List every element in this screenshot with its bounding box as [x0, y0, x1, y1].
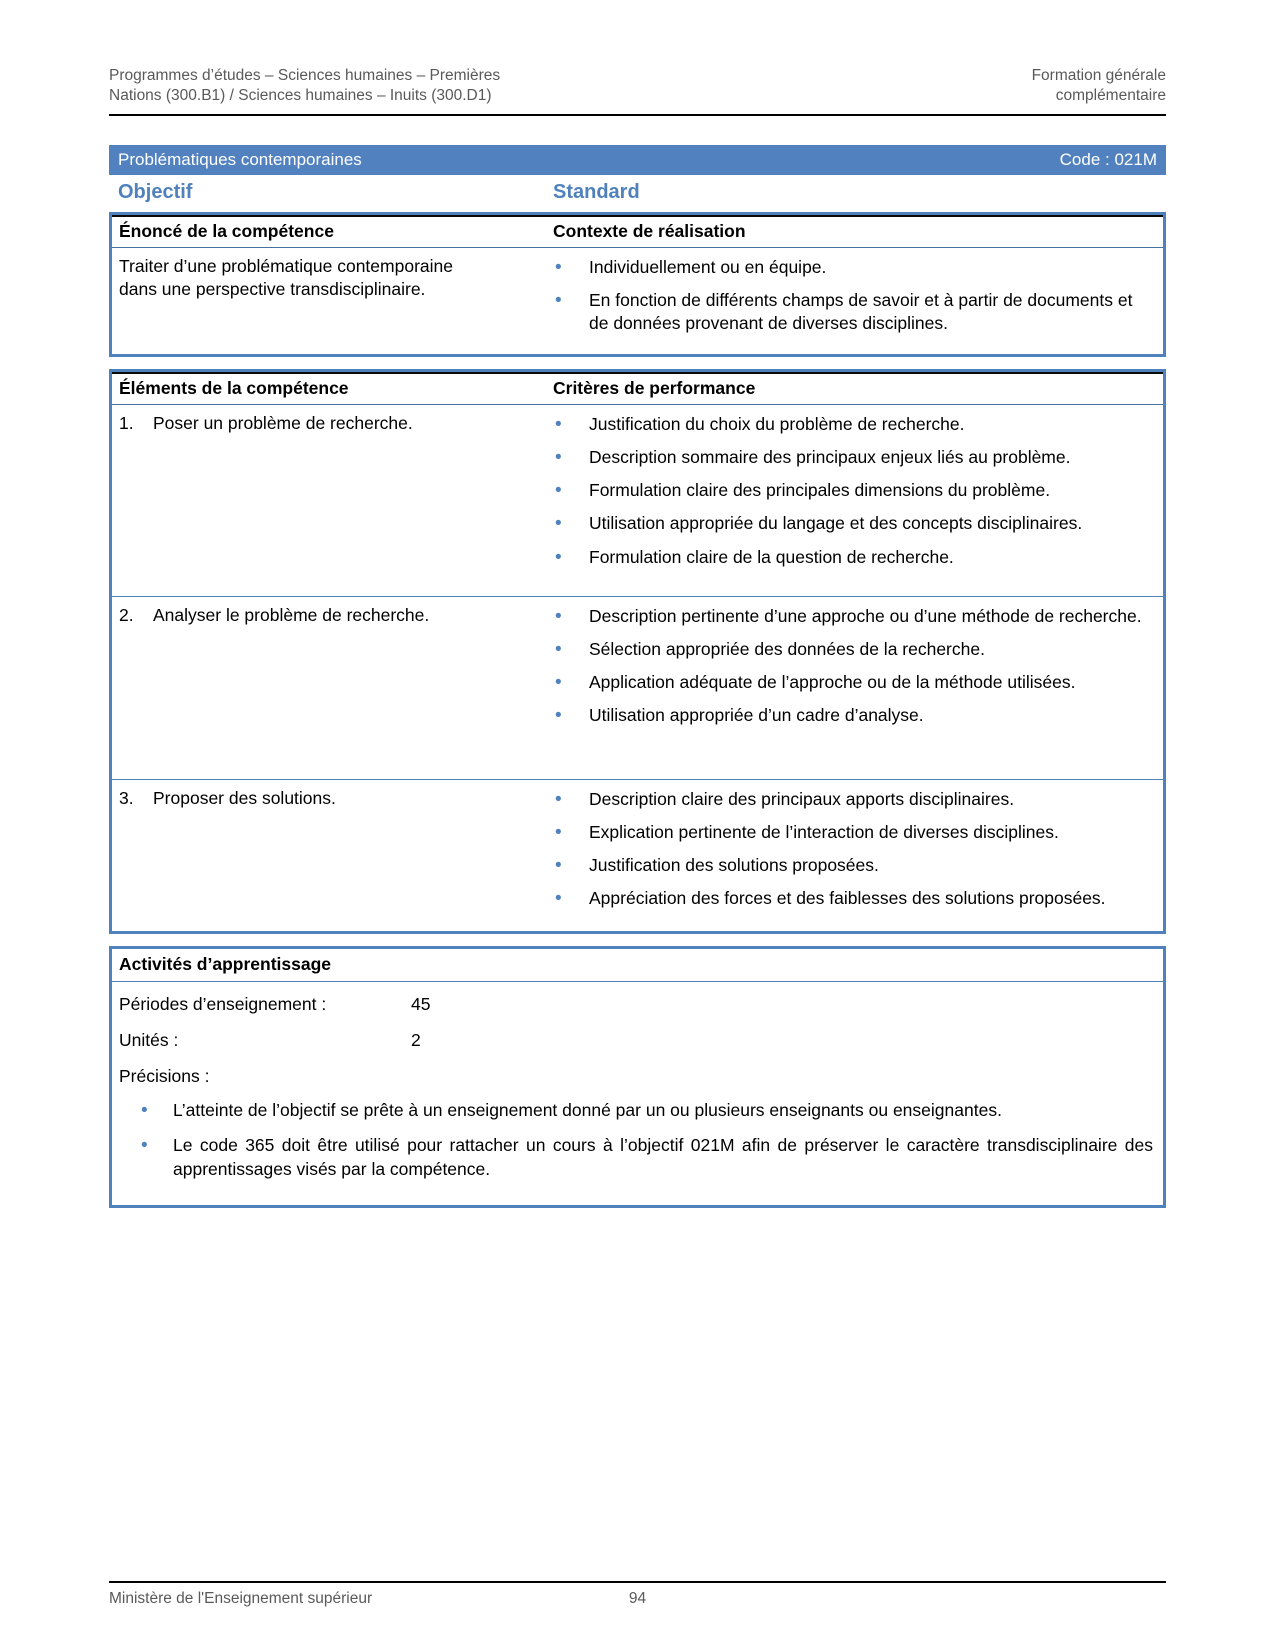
- element-label: Poser un problème de recherche.: [153, 413, 413, 434]
- criteria-bullet-list: [553, 413, 1153, 568]
- criteria-bullet: • Description pertinente d’une approche ou d’une méthode de recherche.: [553, 605, 1153, 628]
- competence-table-body: [112, 248, 1163, 354]
- activities-header: Activités d’apprentissage: [112, 949, 1163, 982]
- precisions-label: Précisions :: [119, 1066, 210, 1087]
- competence-table-header: [112, 215, 1163, 248]
- heading-objectif: Objectif: [118, 180, 193, 203]
- field-value: 2: [411, 1030, 421, 1051]
- criteria-bullet-list: [553, 788, 1153, 910]
- field-unites: [112, 1030, 1163, 1051]
- elements-table: [109, 369, 1166, 934]
- table-row: [112, 779, 1163, 931]
- criteria-bullet: • Utilisation appropriée d’un cadre d’analyse.: [553, 704, 1153, 727]
- heading-standard: Standard: [553, 180, 640, 203]
- context-bullet: • En fonction de différents champs de savoir et à partir de documents et de données provenant de diverses disciplines.: [553, 289, 1153, 335]
- table-row: [112, 405, 1163, 596]
- field-label: Périodes d’enseignement :: [119, 994, 327, 1015]
- precision-bullet: • L’atteinte de l’objectif se prête à un enseignement donné par un ou plusieurs enseignants ou enseignantes.: [139, 1099, 1153, 1122]
- page-number: 94: [628, 1590, 647, 1607]
- header-right-line1: Formation générale: [1031, 67, 1166, 84]
- competence-table: [109, 212, 1166, 357]
- competence-header-right: Contexte de réalisation: [553, 220, 746, 241]
- criteria-bullet: • Justification du choix du problème de recherche.: [553, 413, 1153, 436]
- elements-header-right: Critères de performance: [553, 378, 756, 399]
- table-row: [112, 596, 1163, 779]
- course-code: Code : 021M: [1059, 149, 1157, 169]
- header-left-line1: Programmes d’études – Sciences humaines – Premières: [109, 67, 501, 84]
- running-header: [109, 0, 1166, 107]
- footer-ministry: Ministère de l'Enseignement supérieur: [109, 1590, 373, 1607]
- field-value: 45: [411, 994, 431, 1015]
- header-right: [1032, 66, 1166, 107]
- activities-body: [112, 982, 1163, 1205]
- criteria-bullet: • Description claire des principaux apports disciplinaires.: [553, 788, 1153, 811]
- section-headings: [109, 175, 1166, 212]
- element-label: Proposer des solutions.: [153, 788, 336, 809]
- title-bar: [109, 145, 1166, 175]
- row-number: 3.: [119, 788, 134, 809]
- competence-statement: Traiter d’une problématique contemporaine dans une perspective transdisciplinaire.: [119, 255, 453, 300]
- competence-header-left: Énoncé de la compétence: [119, 220, 334, 241]
- document-page: [109, 0, 1166, 1208]
- activities-box: [109, 946, 1166, 1208]
- criteria-bullet: • Formulation claire de la question de recherche.: [553, 546, 1153, 569]
- criteria-bullet-list: [553, 605, 1153, 727]
- criteria-bullet: • Sélection appropriée des données de la recherche.: [553, 638, 1153, 661]
- criteria-bullet: • Justification des solutions proposées.: [553, 854, 1153, 877]
- criteria-bullet: • Explication pertinente de l’interaction de diverses disciplines.: [553, 821, 1153, 844]
- precision-bullet: • Le code 365 doit être utilisé pour rattacher un cours à l’objectif 021M afin de préserver le caractère transdisciplinaire des apprentissages visés par la compétence.: [139, 1134, 1153, 1181]
- criteria-bullet: • Formulation claire des principales dimensions du problème.: [553, 479, 1153, 502]
- field-label: Unités :: [119, 1030, 179, 1051]
- context-bullet-list: [553, 255, 1153, 335]
- precisions-bullet-list: [112, 1099, 1163, 1181]
- row-number: 1.: [119, 413, 134, 434]
- field-periodes: [112, 994, 1163, 1015]
- elements-table-header: [112, 372, 1163, 405]
- course-title: Problématiques contemporaines: [118, 149, 362, 169]
- running-footer: [109, 1581, 1166, 1608]
- element-label: Analyser le problème de recherche.: [153, 605, 430, 626]
- criteria-bullet: • Description sommaire des principaux enjeux liés au problème.: [553, 446, 1153, 469]
- criteria-bullet: • Application adéquate de l’approche ou de la méthode utilisées.: [553, 671, 1153, 694]
- criteria-bullet: • Utilisation appropriée du langage et des concepts disciplinaires.: [553, 512, 1153, 535]
- header-right-line2: complémentaire: [1055, 87, 1166, 105]
- header-left-line2: Nations (300.B1) / Sciences humaines – Inuits (300.D1): [109, 87, 492, 105]
- elements-header-left: Éléments de la compétence: [119, 378, 349, 399]
- header-rule: [109, 114, 1166, 116]
- header-left: [109, 66, 500, 107]
- context-bullet: • Individuellement ou en équipe.: [553, 256, 1153, 279]
- row-number: 2.: [119, 605, 134, 626]
- criteria-bullet: • Appréciation des forces et des faiblesses des solutions proposées.: [553, 887, 1153, 910]
